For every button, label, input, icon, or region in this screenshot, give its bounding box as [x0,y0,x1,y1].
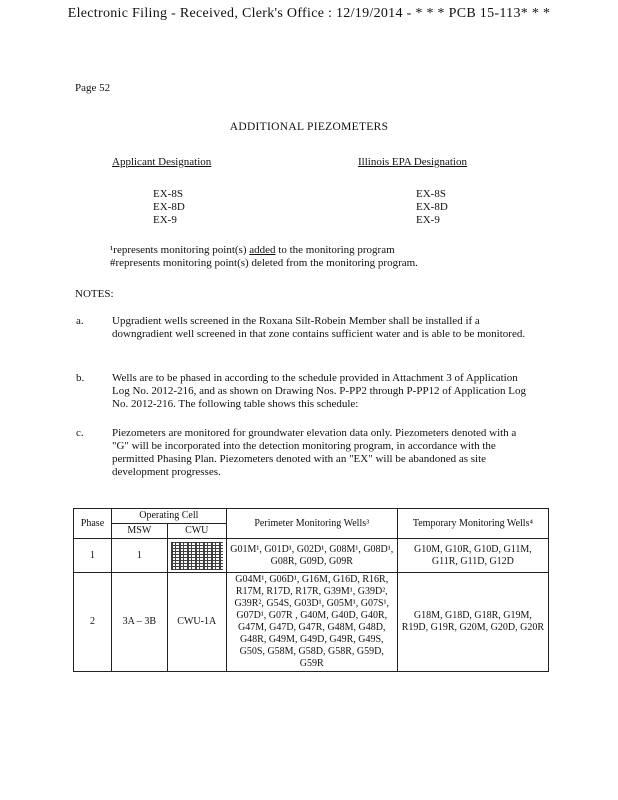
phase-cell: 1 [74,539,112,573]
phase-header: Phase [74,509,112,539]
notes-heading: NOTES: [75,288,114,300]
epa-designation-heading: Illinois EPA Designation [358,156,467,168]
applicant-designation-item: EX-8S [153,188,183,200]
phasing-schedule-table [73,508,549,672]
page-number: Page 52 [75,82,111,94]
table-header-row [74,509,549,524]
epa-designation-list [416,188,448,227]
msw-cell: 1 [111,539,167,573]
note-label: b. [76,372,85,384]
note-label: c. [76,427,84,439]
legend [110,244,418,270]
legend-added-suffix: to the monitoring program [275,244,395,256]
table-row [74,539,549,573]
section-title: ADDITIONAL PIEZOMETERS [229,121,389,133]
phase-cell: 2 [74,573,112,672]
cwu-header: CWU [167,524,226,539]
perimeter-wells-cell: G01M¹, G01D¹, G02D¹, G08M¹, G08D¹, G08R, G09D, G09R [226,539,397,573]
note-text: Wells are to be phased in according to the schedule provided in Attachment 3 of Application Log No. 2012-216, and as shown on Drawing Nos. P-PP2 through P-PP12 of Application Log No. 2012-216. The following table shows this schedule: [112,372,527,410]
note-text: Upgradient wells screened in the Roxana Silt-Robein Member shall be installed if a downgradient well screened in that zone contains sufficient water and is able to be monitored. [112,315,526,340]
cwu-cell: CWU-1A [167,573,226,672]
epa-designation-item: EX-8S [416,188,446,200]
perimeter-wells-header: Perimeter Monitoring Wells³ [226,509,397,539]
legend-added-word: added [249,244,276,256]
table-row [74,573,549,672]
temporary-wells-cell: G10M, G10R, G10D, G11M, G11R, G11D, G12D [397,539,548,573]
note-label: a. [76,315,84,327]
applicant-designation-item: EX-9 [153,214,177,226]
temporary-wells-header: Temporary Monitoring Wells⁴ [397,509,548,539]
legend-added-prefix: ¹represents monitoring point(s) [110,244,250,256]
epa-designation-item: EX-9 [416,214,440,226]
scan-noise-graphic [171,542,223,570]
note-text: Piezometers are monitored for groundwater elevation data only. Piezometers denoted with a "G" will be incorporated into the detection monitoring program, in accordance with the permitted Phasing Plan. Piezometers denoted with an "EX" will be abandoned as site development progresses. [112,427,517,478]
msw-cell: 3A – 3B [111,573,167,672]
applicant-designation-heading: Applicant Designation [112,156,212,168]
applicant-designation-item: EX-8D [153,201,185,213]
msw-header: MSW [111,524,167,539]
applicant-designation-list [153,188,185,227]
epa-designation-item: EX-8D [416,201,448,213]
temporary-wells-cell: G18M, G18D, G18R, G19M, R19D, G19R, G20M, G20D, G20R [397,573,548,672]
operating-cell-header: Operating Cell [111,509,226,524]
legend-added [110,244,418,257]
perimeter-wells-cell: G04M¹, G06D¹, G16M, G16D, R16R, R17M, R17D, R17R, G39M¹, G39D², G39R², G54S, G03D¹, G05M¹, G07S¹, G07D¹, G07R , G40M, G40D, G40R, G47M, G47D, G47R, G48M, G48D, G48R, G49M, G49D, G49R, G49S, G50S, G58M, G58D, G58R, G59D, G59R [226,573,397,672]
filing-header: Electronic Filing - Received, Clerk's Office : 12/19/2014 - * * * PCB 15-113* * * [67,6,551,21]
cwu-cell [167,539,226,573]
legend-deleted: #represents monitoring point(s) deleted from the monitoring program. [110,257,418,269]
